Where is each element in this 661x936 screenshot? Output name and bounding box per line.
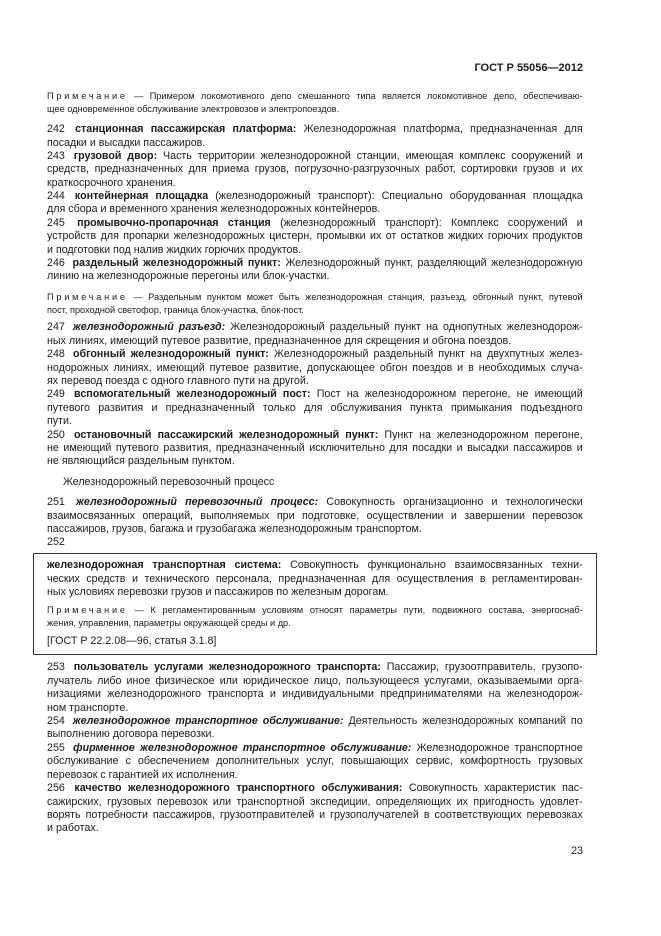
term-number: 254 bbox=[47, 714, 65, 727]
term-number: 250 bbox=[47, 428, 65, 441]
entry-line: линию на железнодорожные перегоны или блок-участки. bbox=[47, 270, 330, 283]
entry-line: ных линиях, имеющий путевое развитие, предназначенное для скрещения и обгона поездов. bbox=[47, 334, 512, 347]
entry-line bbox=[47, 496, 583, 509]
note-line bbox=[47, 604, 583, 617]
term-number: 246 bbox=[47, 256, 65, 269]
term-entry-248 bbox=[47, 348, 583, 388]
term-number: 243 bbox=[47, 150, 65, 163]
term-entry-243 bbox=[47, 150, 583, 190]
note-label: Примечание bbox=[47, 604, 128, 615]
entry-line: ях перевод поезда с одного главного пути на другой. bbox=[47, 374, 309, 387]
entry-line: взаимосвязанных операций, выполняемых при подготовке, осуществлении и завершении перевозок bbox=[47, 509, 583, 522]
term-name: фирменное железнодорожное транспортное обслуживание: bbox=[73, 741, 412, 754]
term-name: железнодорожный разъезд: bbox=[72, 321, 226, 334]
note-line bbox=[47, 291, 583, 304]
entry-line: ном транспорте. bbox=[47, 701, 129, 714]
entry-line: ных условиях перевозки грузов и пассажиров по железным дорогам. bbox=[47, 586, 389, 599]
entry-line: для сбора и временного хранения железнодорожных контейнеров. bbox=[47, 203, 381, 216]
entry-line: ческих средств и технического персонала, предназначенная для осуществления в регламентирован- bbox=[47, 572, 583, 585]
term-number: 249 bbox=[47, 388, 65, 401]
note-line: щее одновременное обслуживание электровозов и электропоездов. bbox=[47, 103, 340, 114]
entry-line bbox=[47, 536, 583, 549]
term-number: 244 bbox=[47, 190, 65, 203]
entry-line bbox=[47, 321, 583, 334]
term-number: 255 bbox=[47, 741, 65, 754]
entry-line: средств, предназначенных для приема грузов, погрузочно-разгрузочных работ, сортировки грузов и их bbox=[47, 163, 583, 176]
definition-text: Пассажир, грузоотправитель, грузопо- bbox=[386, 661, 583, 674]
page-number: 23 bbox=[571, 845, 583, 857]
term-name: промывочно-пропарочная станция bbox=[77, 216, 271, 229]
term-entry-251 bbox=[47, 496, 583, 536]
entry-line: низациями железнодорожного транспорта и индивидуальными предпринимателями на железнодорож- bbox=[47, 688, 583, 701]
boxed-term-entry bbox=[47, 559, 583, 599]
entry-line: путевого развития и предназначенный только для обслуживания пункта примыкания подъездного bbox=[47, 401, 583, 414]
entry-line: посадки и высадки пассажиров. bbox=[47, 136, 206, 149]
term-entry-245 bbox=[47, 217, 583, 257]
term-entry-256 bbox=[47, 782, 583, 836]
definition-text: Железнодорожное транспортное bbox=[416, 741, 583, 754]
definition-text: Деятельность железнодорожных компаний по bbox=[348, 714, 583, 727]
note-label: Примечание bbox=[47, 90, 128, 101]
terms-group bbox=[47, 321, 583, 468]
entry-line: сажирских, грузовых перевозок или транспортной экспедиции, определяющих их пригодность удовлет- bbox=[47, 795, 583, 808]
entry-line: и подготовки под налив жидких горючих продуктов. bbox=[47, 243, 302, 256]
term-name: обгонный железнодорожный пункт: bbox=[72, 348, 269, 361]
note-line bbox=[47, 90, 583, 103]
entry-line: и работах. bbox=[47, 822, 99, 835]
entry-line bbox=[47, 150, 583, 163]
entry-line bbox=[47, 742, 583, 755]
term-entry-253 bbox=[47, 661, 583, 715]
section-heading: Железнодорожный перевозочный процесс bbox=[63, 476, 275, 489]
entry-line: не имеющий путевого развития, предназначенный исключительно для посадки и высадки пассажиров и bbox=[47, 441, 583, 454]
term-entry-246 bbox=[47, 257, 583, 284]
term-number: 248 bbox=[47, 348, 65, 361]
definition-text: Совокупность функционально взаимосвязанных техни- bbox=[290, 559, 583, 572]
definition-text: Железнодорожная платформа, предназначенная для bbox=[303, 123, 583, 136]
entry-line: пассажиров, грузов, багажа и грузобагажа железнодорожным транспортом. bbox=[47, 522, 422, 535]
term-name: грузовой двор: bbox=[73, 150, 158, 163]
note-block bbox=[47, 90, 583, 116]
entry-line bbox=[47, 217, 583, 230]
note-text: — К регламентированным условиям относят параметры пути, подвижного состава, энергоснаб- bbox=[134, 604, 583, 615]
entry-line bbox=[47, 348, 583, 361]
term-entry-249 bbox=[47, 388, 583, 428]
note-line: жения, управления, параметры окружающей среды и др. bbox=[47, 617, 291, 628]
entry-line: краткосрочного хранения. bbox=[47, 176, 176, 189]
entry-line: обслуживание с обеспечением дополнительных услуг, повышающих сервис, комфортность грузовых bbox=[47, 755, 583, 768]
entry-line: не являющийся раздельным пунктом. bbox=[47, 455, 235, 468]
term-number: 256 bbox=[47, 782, 65, 795]
terms-group bbox=[47, 123, 583, 283]
term-number: 245 bbox=[47, 216, 65, 229]
boxed-term-definition bbox=[47, 559, 583, 599]
term-number: 242 bbox=[47, 123, 65, 136]
entry-line: перевозок с гарантией их исполнения. bbox=[47, 768, 238, 781]
boxed-term-note bbox=[47, 604, 583, 630]
definition-text: Часть территории железнодорожной станции, имеющая комплекс сооружений и bbox=[163, 150, 583, 163]
entry-line: лучатель либо иное физическое или юридическое лицо, пользующееся услугами, оказываемыми орга- bbox=[47, 674, 583, 687]
entry-line bbox=[47, 190, 583, 203]
document-header-code: ГОСТ Р 55056—2012 bbox=[474, 62, 583, 74]
boxed-term-block bbox=[33, 553, 597, 655]
term-entry-247 bbox=[47, 321, 583, 348]
term-number: 253 bbox=[47, 661, 65, 674]
term-name: вспомогательный железнодорожный пост: bbox=[74, 388, 311, 401]
entry-line bbox=[47, 559, 583, 572]
definition-text: Пост на железнодорожном перегоне, не имеющий bbox=[316, 388, 583, 401]
term-name: железнодорожный перевозочный процесс: bbox=[76, 496, 319, 509]
terms-group bbox=[47, 496, 583, 549]
terms-group bbox=[47, 661, 583, 835]
definition-text: (железнодорожный транспорт): Комплекс сооружений и bbox=[280, 216, 583, 229]
definition-text: (железнодорожный транспорт): Специально оборудованная площадка bbox=[215, 190, 583, 203]
term-number: 247 bbox=[47, 321, 65, 334]
entry-line bbox=[47, 388, 583, 401]
definition-text: Пункт на железнодорожном перегоне, bbox=[384, 428, 583, 441]
note-text: — Примером локомотивного депо смешанного типа является локомотивное депо, обеспечиваю- bbox=[134, 90, 583, 101]
term-entry-250 bbox=[47, 429, 583, 469]
note-label: Примечание bbox=[47, 291, 128, 302]
entry-line bbox=[47, 257, 583, 270]
entry-line bbox=[47, 782, 583, 795]
term-name: качество железнодорожного транспортного обслуживания: bbox=[74, 782, 403, 795]
term-name: станционная пассажирская платформа: bbox=[75, 123, 297, 136]
entry-line bbox=[47, 715, 583, 728]
boxed-term-source: [ГОСТ Р 22.2.08—96, статья 3.1.8] bbox=[47, 635, 217, 648]
note-text: — Раздельным пунктом может быть железнодорожная станция, разъезд, обгонный пункт, путевой bbox=[133, 291, 583, 302]
term-name: пользователь услугами железнодорожного транспорта: bbox=[73, 661, 381, 674]
note-block bbox=[47, 291, 583, 317]
term-number: 252 bbox=[47, 536, 65, 549]
definition-text: Железнодорожный раздельный пункт на двухпутных желез- bbox=[274, 348, 583, 361]
definition-text: Совокупность характеристик пас- bbox=[408, 782, 583, 795]
entry-line bbox=[47, 429, 583, 442]
definition-text: Железнодорожный пункт, разделяющий железнодорожную bbox=[285, 256, 583, 269]
entry-line: нодорожных линиях, имеющий путевое развитие, допускающее обгон поездов и в необходимых случа- bbox=[47, 361, 583, 374]
entry-line: устройств для пропарки железнодорожных цистерн, промывки их от остатков жидких горючих продуктов bbox=[47, 230, 583, 243]
term-entry-244 bbox=[47, 190, 583, 217]
term-entry-254 bbox=[47, 715, 583, 742]
entry-line bbox=[47, 661, 583, 674]
entry-line bbox=[47, 123, 583, 136]
entry-line: ворять потребности пассажиров, грузоотправителей и грузополучателей в соответствующих перевозках bbox=[47, 808, 583, 821]
term-name: остановочный пассажирский железнодорожный пункт: bbox=[73, 428, 379, 441]
entry-line: выполнению договора перевозки. bbox=[47, 728, 215, 741]
term-number: 251 bbox=[47, 496, 65, 509]
term-name: контейнерная площадка bbox=[74, 190, 209, 203]
note-line: пост, проходной светофор, граница блок-участка, блок-пост. bbox=[47, 304, 304, 315]
definition-text: Совокупность организационно и технологически bbox=[326, 496, 583, 509]
term-name: железнодорожное транспортное обслуживание: bbox=[72, 714, 344, 727]
term-entry-252 bbox=[47, 536, 583, 549]
term-name: раздельный железнодорожный пункт: bbox=[72, 256, 281, 269]
entry-line: пути. bbox=[47, 415, 72, 428]
term-entry-255 bbox=[47, 742, 583, 782]
term-name: железнодорожная транспортная система: bbox=[47, 559, 282, 572]
definition-text: Железнодорожный раздельный пункт на однопутных железнодорож- bbox=[230, 321, 583, 334]
term-entry-242 bbox=[47, 123, 583, 150]
